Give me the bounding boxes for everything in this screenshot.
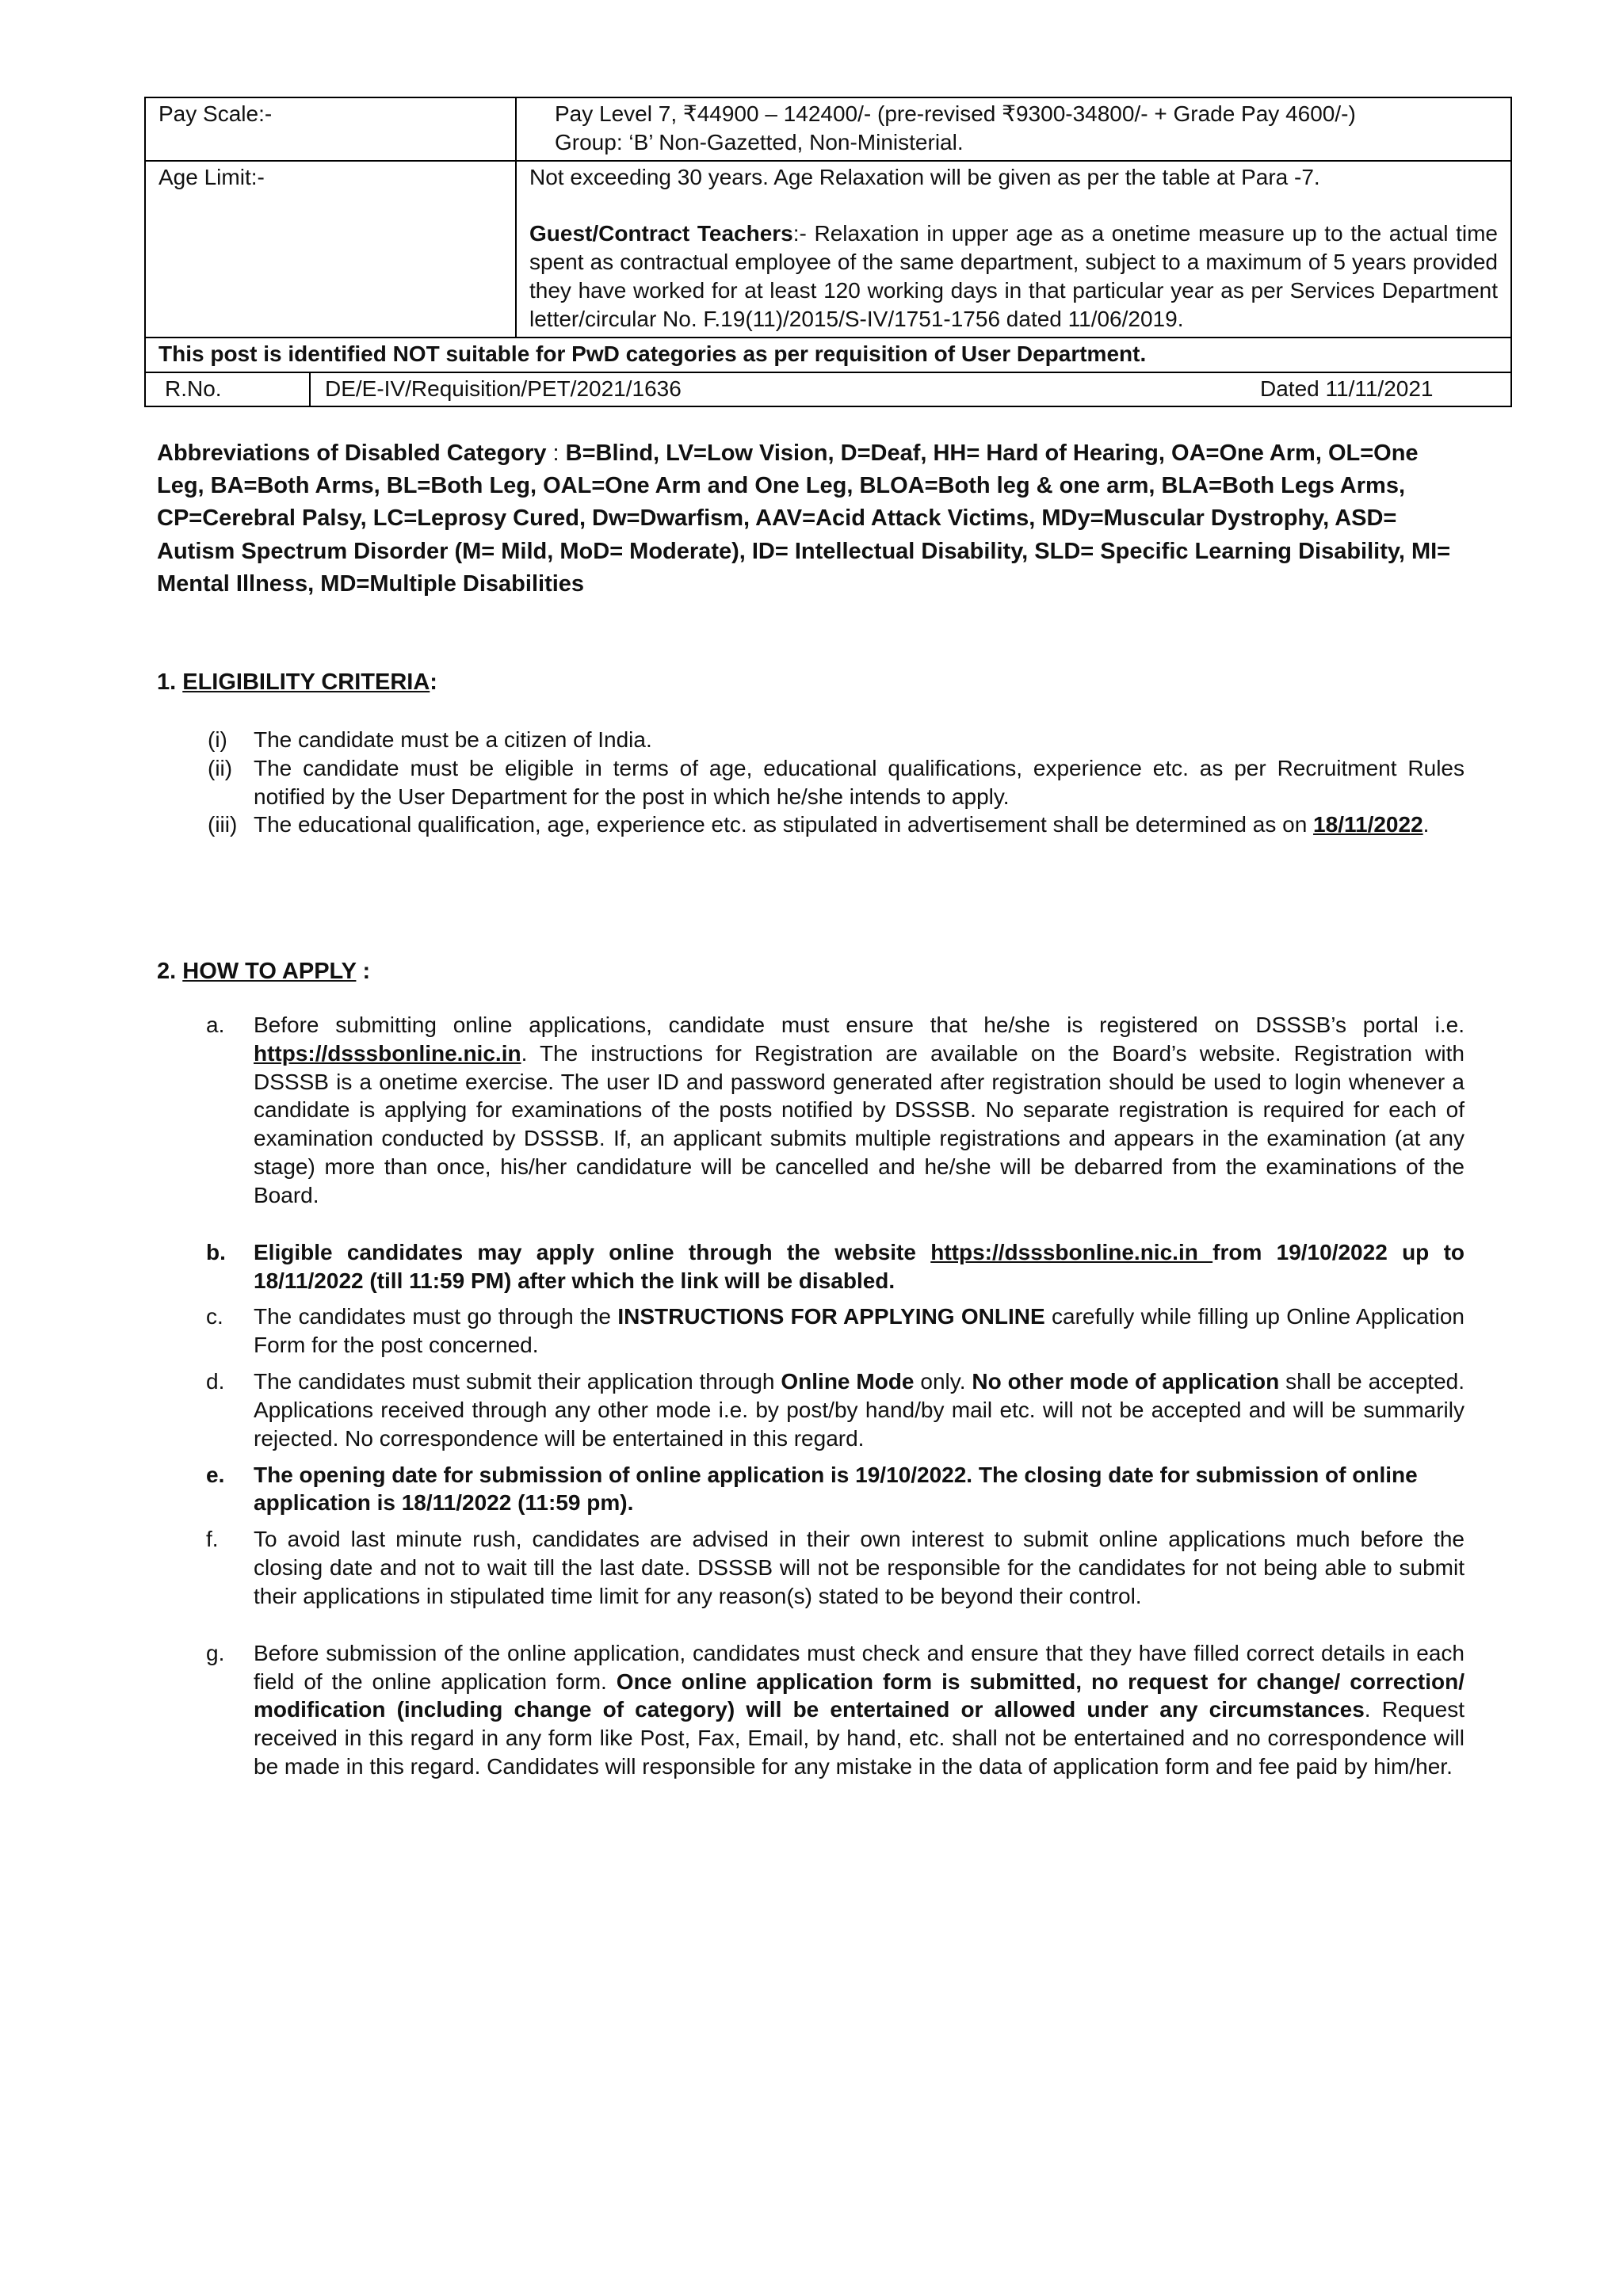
list-marker: (i) xyxy=(208,727,227,752)
list-text: To avoid last minute rush, candidates are advised in their own interest to submit online applications much before the closing date and not to wait till the last date. DSSSB will not be responsible for the candidates for not being able to submit their applications in stipulated time limit for any reason(s) stated to be beyond their control. xyxy=(254,1527,1465,1608)
pwd-note: This post is identified NOT suitable for PwD categories as per requisition of User Department. xyxy=(145,338,1511,372)
guest-teachers-body: :- Relaxation in upper age as a onetime measure up to the actual time spent as contractual employee of the same department, subject to a maximum of 5 years provided they have worked for at least 120 working days in that particular year as per Services Department letter/circular No. F.19(11)/2015/S-IV/1751-1756 dated 11/06/2019. xyxy=(529,221,1498,331)
list-marker: g. xyxy=(206,1640,225,1665)
list-item xyxy=(157,1367,1465,1452)
website-link[interactable]: https://dsssbonline.nic.in xyxy=(930,1239,1213,1264)
list-marker: e. xyxy=(206,1462,225,1487)
abbreviations-text: B=Blind, LV=Low Vision, D=Deaf, HH= Hard of Hearing, OA=One Arm, OL=One Leg, BA=Both Arms, BL=Both Leg, OAL=One Arm and One Leg, BLOA=Both leg & one arm, BLA=Both Legs Arms, CP=Cerebral Palsy, LC=Leprosy Cured, Dw=Dwarfism, AAV=Acid Attack Victims, MDy=Muscular Dystrophy, ASD= Autism Spectrum Disorder (M= Mild, MoD= Moderate), ID= Intellectual Disability, SLD= Specific Learning Disability, MI= Mental Illness, MD=Multiple Disabilities xyxy=(157,441,1451,597)
rno-label: R.No. xyxy=(146,373,311,406)
rno-value: DE/E-IV/Requisition/PET/2021/1636 xyxy=(325,376,682,401)
section2-suffix: : xyxy=(356,959,371,984)
list-text: Eligible candidates may apply online through the website https://dsssbonline.nic.in from 19/10/2022 up to 18/11/2022 (till 11:59 PM) after which the link will be disabled. xyxy=(254,1239,1465,1293)
portal-link[interactable]: https://dsssbonline.nic.in xyxy=(254,1040,521,1066)
post-details-table xyxy=(144,97,1512,407)
list-text: The candidates must go through the INSTRUCTIONS FOR APPLYING ONLINE carefully while filling up Online Application Form for the post concerned. xyxy=(254,1304,1465,1358)
list-item xyxy=(157,754,1465,811)
pay-scale-label: Pay Scale:- xyxy=(145,97,516,161)
section2-title: HOW TO APPLY xyxy=(182,959,357,984)
list-marker: c. xyxy=(206,1304,223,1329)
list-item xyxy=(157,810,1465,839)
list-item xyxy=(157,1302,1465,1360)
list-text: The candidate must be a citizen of India. xyxy=(254,727,652,752)
age-limit-row xyxy=(145,161,1511,338)
list-marker: a. xyxy=(206,1013,225,1037)
eligibility-list xyxy=(157,726,1465,839)
list-marker: (ii) xyxy=(208,755,233,780)
list-text: Before submitting online applications, candidate must ensure that he/she is registered on DSSSB’s portal i.e. https://dsssbonline.nic.in. The instructions for Registration are available on the Board’s website. Registration with DSSSB is a onetime exercise. The user ID and password generated after registration should be used to login whenever a candidate is applying for examinations of the posts notified by DSSSB. No separate registration is required for each of examination conducted by DSSSB. If, an applicant submits multiple registrations and appears in the examination (at any stage) more than once, his/her candidature will be cancelled and he/she will be debarred from the examinations of the Board. xyxy=(254,1013,1465,1207)
list-text: The candidates must submit their application through Online Mode only. No other mode of application shall be accepted. Applications received through any other mode i.e. by post/by hand/by mail etc. will not be accepted and will be summarily rejected. No correspondence will be entertained in this regard. xyxy=(254,1369,1465,1451)
list-marker: b. xyxy=(206,1239,226,1264)
pay-scale-line2: Group: ‘B’ Non-Gazetted, Non-Ministerial. xyxy=(555,129,964,154)
pay-scale-line1: Pay Level 7, ₹44900 – 142400/- (pre-revised ₹9300-34800/- + Grade Pay 4600/-) xyxy=(555,101,1356,126)
list-text: The candidate must be eligible in terms of age, educational qualifications, experience etc. as per Recruitment Rules notified by the User Department for the post in which he/she intends to apply. xyxy=(254,755,1465,809)
list-text: The educational qualification, age, experience etc. as stipulated in advertisement shall be determined as on 18/11/2022. xyxy=(254,812,1430,837)
list-item xyxy=(157,1011,1465,1210)
section1-title: ELIGIBILITY CRITERIA xyxy=(182,669,430,695)
guest-teachers-bold: Guest/Contract Teachers xyxy=(529,221,793,246)
list-item xyxy=(157,1639,1465,1781)
list-item xyxy=(157,1525,1465,1610)
section1-heading xyxy=(157,668,437,697)
how-to-apply-list xyxy=(157,1011,1465,1781)
list-item xyxy=(157,1461,1465,1518)
rno-row xyxy=(145,372,1511,407)
abbreviations-colon: : xyxy=(546,441,566,466)
list-item xyxy=(157,1238,1465,1295)
abbreviations-lead: Abbreviations of Disabled Category xyxy=(157,441,547,466)
pwd-note-row xyxy=(145,338,1511,372)
pay-scale-value xyxy=(516,97,1511,161)
list-marker: (iii) xyxy=(208,812,238,837)
section2-number: 2. xyxy=(157,959,183,984)
age-limit-label: Age Limit:- xyxy=(145,161,516,338)
section1-number: 1. xyxy=(157,669,183,695)
list-marker: f. xyxy=(206,1527,219,1552)
abbreviations-paragraph xyxy=(157,437,1465,601)
list-text: Before submission of the online application, candidates must check and ensure that they have filled correct details in each field of the online application form. Once online application form is submitted, no request for change/ correction/ modification (including change of category) will be entertained or allowed under any circumstances. Request received in this regard in any form like Post, Fax, Email, by hand, etc. shall not be entertained and no correspondence will be made in this regard. Candidates will responsible for any mistake in the data of application form and fee paid by him/her. xyxy=(254,1640,1465,1779)
list-text: The opening date for submission of online application is 19/10/2022. The closing date for submission of online application is 18/11/2022 (11:59 pm). xyxy=(254,1462,1418,1516)
section1-suffix: : xyxy=(430,669,437,695)
pay-scale-row xyxy=(145,97,1511,161)
rno-dated: Dated 11/11/2021 xyxy=(1260,376,1434,401)
determination-date: 18/11/2022 xyxy=(1313,812,1423,837)
age-limit-line1: Not exceeding 30 years. Age Relaxation will be given as per the table at Para -7. xyxy=(529,164,1320,189)
section2-heading xyxy=(157,957,370,986)
age-limit-value xyxy=(516,161,1511,338)
list-marker: d. xyxy=(206,1369,225,1394)
guest-teachers-text xyxy=(529,219,1498,333)
list-item xyxy=(157,726,1465,754)
